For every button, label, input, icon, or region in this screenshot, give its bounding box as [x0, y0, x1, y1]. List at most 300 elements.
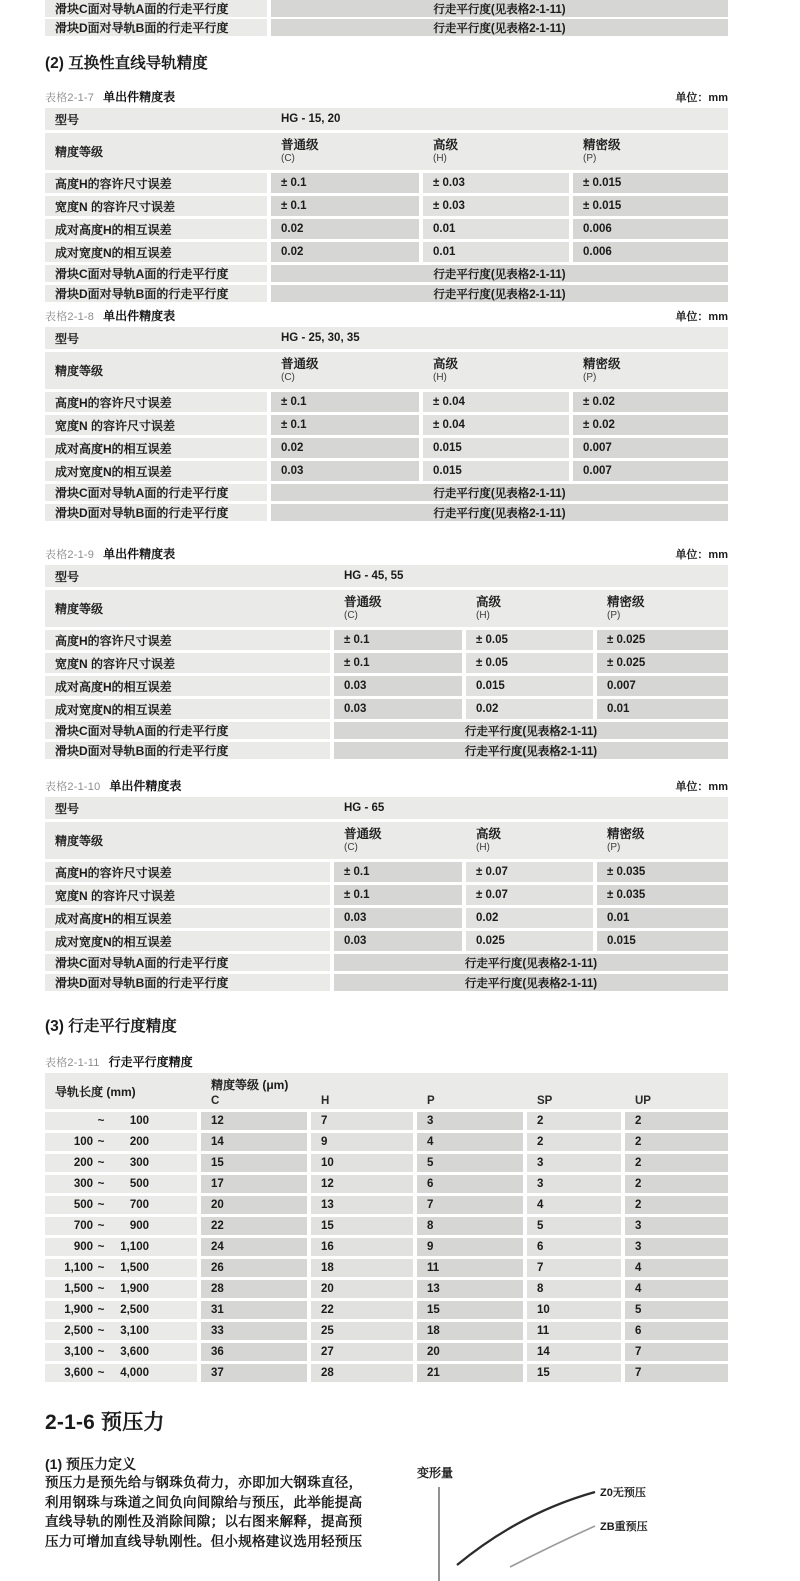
grade-value: 17 — [201, 1175, 307, 1193]
grade-value: 14 — [201, 1133, 307, 1151]
range-text — [55, 1115, 187, 1127]
row-label: 滑块D面对导轨B面的行走平行度 — [45, 742, 330, 759]
table-row — [45, 173, 728, 193]
table-caption-id: 表格2-1-9 — [45, 549, 95, 561]
table-row — [45, 461, 728, 481]
curve-z0-no-preload — [457, 1492, 595, 1565]
grade-value: 7 — [625, 1364, 728, 1382]
value-h: ± 0.03 — [423, 173, 569, 193]
value-h: 0.015 — [466, 676, 593, 696]
grade-value: 8 — [527, 1280, 621, 1298]
grade-name: 高级 — [433, 357, 459, 371]
table-row — [45, 327, 728, 349]
range-to: 3,100 — [120, 1325, 149, 1337]
value-p: ± 0.015 — [573, 173, 728, 193]
grade-code: (C) — [281, 153, 295, 164]
table-row — [45, 285, 728, 302]
range-from: 500 — [73, 1199, 93, 1211]
table-row — [45, 954, 728, 971]
grade-header — [271, 352, 419, 389]
range-to: 900 — [129, 1220, 149, 1232]
value-h: 0.025 — [466, 931, 593, 951]
range-from: 100 — [73, 1136, 93, 1148]
previous-table-tail — [45, 0, 728, 35]
grade-letter: H — [321, 1095, 330, 1107]
model-label: 型号 — [55, 801, 80, 816]
grade-value: 4 — [625, 1280, 728, 1298]
range-text — [55, 1136, 187, 1148]
table-row — [45, 1154, 728, 1172]
grade-name: 普通级 — [344, 595, 382, 609]
grade-value: 28 — [311, 1364, 413, 1382]
table-row — [45, 196, 728, 216]
grade-value: 12 — [201, 1112, 307, 1130]
table-row — [45, 265, 728, 282]
model-label: 型号 — [55, 331, 80, 346]
grade-value: 7 — [417, 1196, 523, 1214]
range-from: 900 — [73, 1241, 93, 1253]
rail-length-range — [45, 1364, 197, 1382]
row-value: 行走平行度(见表格2-1-11) — [271, 484, 728, 501]
range-text — [55, 1346, 187, 1358]
range-to: 1,500 — [120, 1262, 149, 1274]
table-row — [45, 242, 728, 262]
table-row — [45, 415, 728, 435]
range-separator: ~ — [97, 1325, 105, 1337]
grade-value: 7 — [311, 1112, 413, 1130]
grade-value: 4 — [527, 1196, 621, 1214]
row-label: 高度H的容许尺寸误差 — [45, 173, 267, 193]
grade-value: 2 — [527, 1133, 621, 1151]
grade-value: 2 — [625, 1154, 728, 1172]
rail-length-range — [45, 1259, 197, 1277]
range-from: 300 — [73, 1178, 93, 1190]
value-p: 0.01 — [597, 908, 728, 928]
rail-length-range — [45, 1154, 197, 1172]
value-h: 0.01 — [423, 242, 569, 262]
grade-value: 11 — [417, 1259, 523, 1277]
table-unit-label: 单位：mm — [675, 311, 728, 323]
value-p: ± 0.035 — [597, 885, 728, 905]
grade-code: (H) — [476, 610, 490, 621]
grade-value: 15 — [201, 1154, 307, 1172]
grade-value: 37 — [201, 1364, 307, 1382]
range-to: 300 — [129, 1157, 149, 1169]
value-p: 0.007 — [597, 676, 728, 696]
range-from: 2,500 — [64, 1325, 93, 1337]
row-value: 行走平行度(见表格2-1-11) — [271, 19, 728, 36]
table-row — [45, 862, 728, 882]
table-row — [45, 1112, 728, 1130]
range-separator: ~ — [97, 1346, 105, 1358]
range-separator: ~ — [97, 1157, 105, 1169]
precision-table-block — [45, 88, 728, 302]
row-label: 成对宽度N的相互误差 — [45, 699, 330, 719]
row-label: 高度H的容许尺寸误差 — [45, 862, 330, 882]
grade-value: 22 — [311, 1301, 413, 1319]
grade-value: 25 — [311, 1322, 413, 1340]
range-to: 4,000 — [120, 1367, 149, 1379]
model-label: 型号 — [55, 112, 80, 127]
grade-header — [573, 352, 728, 389]
grade-value: 5 — [417, 1154, 523, 1172]
grade-value: 3 — [527, 1154, 621, 1172]
table-caption-id: 表格2-1-11 — [45, 1057, 100, 1069]
row-label: 宽度N 的容许尺寸误差 — [45, 653, 330, 673]
range-text — [55, 1220, 187, 1232]
value-c: ± 0.1 — [271, 392, 419, 412]
grade-value: 21 — [417, 1364, 523, 1382]
model-value: HG - 25, 30, 35 — [281, 332, 360, 344]
grade-value: 20 — [311, 1280, 413, 1298]
table-row — [45, 1217, 728, 1235]
row-label: 滑块C面对导轨A面的行走平行度 — [45, 265, 267, 282]
grade-value: 20 — [417, 1343, 523, 1361]
row-value: 行走平行度(见表格2-1-11) — [271, 265, 728, 282]
parallelism-table-block — [45, 1053, 728, 1382]
range-from: 3,100 — [64, 1346, 93, 1358]
range-to: 3,600 — [120, 1346, 149, 1358]
grade-letter: UP — [635, 1095, 651, 1107]
value-h: 0.01 — [423, 219, 569, 239]
table-row — [45, 1238, 728, 1256]
grade-value: 5 — [625, 1301, 728, 1319]
table-row — [45, 352, 728, 389]
row-value: 行走平行度(见表格2-1-11) — [334, 974, 728, 991]
range-text — [55, 1367, 187, 1379]
value-p: 0.006 — [573, 242, 728, 262]
model-value: HG - 15, 20 — [281, 113, 341, 125]
table-caption-title: 行走平行度精度 — [108, 1055, 193, 1069]
row-label: 高度H的容许尺寸误差 — [45, 392, 267, 412]
row-label: 成对宽度N的相互误差 — [45, 242, 267, 262]
grade-value: 28 — [201, 1280, 307, 1298]
grade-code: (H) — [433, 153, 447, 164]
table-row — [45, 885, 728, 905]
range-from: 3,600 — [64, 1367, 93, 1379]
precision-table-block — [45, 545, 728, 759]
model-value: HG - 65 — [344, 802, 385, 814]
section-preload — [45, 1410, 728, 1551]
grade-value: 16 — [311, 1238, 413, 1256]
curve-label-z0: Z0无预压 — [600, 1487, 646, 1499]
grade-code: (P) — [607, 842, 621, 853]
grade-value: 2 — [625, 1175, 728, 1193]
row-label: 成对高度H的相互误差 — [45, 908, 330, 928]
length-column-header: 导轨长度 (mm) — [55, 1084, 136, 1099]
table-row — [45, 1175, 728, 1193]
range-text — [55, 1178, 187, 1190]
table-row — [45, 974, 728, 991]
grade-letter-row — [201, 1095, 728, 1107]
table-row — [45, 565, 728, 587]
grade-value: 15 — [417, 1301, 523, 1319]
value-c: ± 0.1 — [271, 196, 419, 216]
range-to: 1,100 — [120, 1241, 149, 1253]
range-text — [55, 1283, 187, 1295]
table-caption-id: 表格2-1-7 — [45, 92, 95, 104]
range-separator: ~ — [97, 1178, 105, 1190]
value-h: ± 0.05 — [466, 653, 593, 673]
grade-value: 9 — [311, 1133, 413, 1151]
value-p: 0.006 — [573, 219, 728, 239]
table-row — [45, 722, 728, 739]
paragraph-line: 预压力是预先给与钢珠负荷力，亦即加大钢珠直径， — [45, 1475, 363, 1490]
grade-value: 3 — [417, 1112, 523, 1130]
rail-length-range — [45, 1196, 197, 1214]
value-c: ± 0.1 — [334, 885, 462, 905]
table-unit-label: 单位：mm — [675, 92, 728, 104]
grade-name: 精密级 — [583, 357, 621, 371]
value-p: 0.01 — [597, 699, 728, 719]
grade-header — [573, 133, 728, 170]
table-caption — [45, 545, 728, 562]
grade-value: 31 — [201, 1301, 307, 1319]
value-c: 0.02 — [271, 438, 419, 458]
grade-value: 2 — [625, 1112, 728, 1130]
row-value: 行走平行度(见表格2-1-11) — [271, 285, 728, 302]
table-row — [45, 1322, 728, 1340]
table-row — [45, 1364, 728, 1382]
row-value: 行走平行度(见表格2-1-11) — [271, 0, 728, 17]
table-row — [45, 699, 728, 719]
table-row — [45, 630, 728, 650]
grade-header — [423, 352, 569, 389]
table-caption-id: 表格2-1-8 — [45, 311, 95, 323]
value-p: ± 0.02 — [573, 392, 728, 412]
range-to: 1,900 — [120, 1283, 149, 1295]
table-row — [45, 931, 728, 951]
range-text — [55, 1199, 187, 1211]
grade-name: 高级 — [433, 138, 459, 152]
grade-header-label: 精度等级 (μm) — [211, 1078, 289, 1092]
table-row — [45, 392, 728, 412]
table-row — [45, 1196, 728, 1214]
grade-name: 高级 — [476, 595, 502, 609]
grade-value: 2 — [625, 1196, 728, 1214]
value-c: ± 0.1 — [334, 653, 462, 673]
grade-value: 15 — [311, 1217, 413, 1235]
grade-row-label: 精度等级 — [55, 602, 104, 616]
range-from: 1,900 — [64, 1304, 93, 1316]
table-row — [45, 504, 728, 521]
row-label: 成对高度H的相互误差 — [45, 676, 330, 696]
value-c: 0.03 — [334, 699, 462, 719]
rail-length-range — [45, 1238, 197, 1256]
grade-value: 3 — [625, 1238, 728, 1256]
model-value: HG - 45, 55 — [344, 570, 404, 582]
value-h: ± 0.04 — [423, 392, 569, 412]
row-label: 滑块D面对导轨B面的行走平行度 — [45, 19, 267, 36]
row-label: 滑块D面对导轨B面的行走平行度 — [45, 504, 267, 521]
range-separator: ~ — [97, 1283, 105, 1295]
table-row — [45, 1301, 728, 1319]
table-caption — [45, 1053, 728, 1070]
grade-code: (H) — [433, 372, 447, 383]
row-label: 成对宽度N的相互误差 — [45, 461, 267, 481]
grade-header — [423, 133, 569, 170]
grade-value: 18 — [311, 1259, 413, 1277]
range-to: 500 — [129, 1178, 149, 1190]
row-label: 滑块D面对导轨B面的行走平行度 — [45, 285, 267, 302]
table-row — [45, 797, 728, 819]
section-heading-running-parallelism: (3) 行走平行度精度 — [45, 1018, 177, 1035]
precision-tables-container — [45, 88, 728, 991]
table-row — [45, 676, 728, 696]
table-row — [45, 822, 728, 859]
grade-value: 7 — [527, 1259, 621, 1277]
grade-value: 4 — [625, 1259, 728, 1277]
value-h: 0.02 — [466, 699, 593, 719]
table-unit-label: 单位：mm — [675, 781, 728, 793]
range-to: 700 — [129, 1199, 149, 1211]
value-c: ± 0.1 — [271, 415, 419, 435]
table-caption — [45, 777, 728, 794]
row-label: 滑块C面对导轨A面的行走平行度 — [45, 954, 330, 971]
grade-name: 精密级 — [583, 138, 621, 152]
value-c: ± 0.1 — [271, 173, 419, 193]
rail-length-range — [45, 1280, 197, 1298]
grade-code: (C) — [344, 842, 358, 853]
value-c: ± 0.1 — [334, 630, 462, 650]
grade-code: (P) — [583, 372, 597, 383]
table-row — [45, 653, 728, 673]
row-label: 宽度N 的容许尺寸误差 — [45, 885, 330, 905]
range-separator: ~ — [97, 1220, 105, 1232]
range-from — [55, 1115, 93, 1127]
grade-header — [271, 133, 419, 170]
value-c: 0.03 — [334, 931, 462, 951]
value-p: ± 0.025 — [597, 653, 728, 673]
table-caption-title: 单出件精度表 — [103, 309, 176, 323]
table-row — [45, 484, 728, 501]
value-h: ± 0.07 — [466, 885, 593, 905]
rail-length-range — [45, 1217, 197, 1235]
row-label: 滑块C面对导轨A面的行走平行度 — [45, 722, 330, 739]
grade-value: 18 — [417, 1322, 523, 1340]
row-value: 行走平行度(见表格2-1-11) — [334, 722, 728, 739]
table-caption-id: 表格2-1-10 — [45, 781, 101, 793]
row-value: 行走平行度(见表格2-1-11) — [334, 742, 728, 759]
grade-code: (C) — [281, 372, 295, 383]
range-text — [55, 1157, 187, 1169]
range-separator: ~ — [97, 1304, 105, 1316]
grade-value: 22 — [201, 1217, 307, 1235]
grade-value: 13 — [417, 1280, 523, 1298]
grade-code: (P) — [583, 153, 597, 164]
value-c: 0.03 — [271, 461, 419, 481]
range-separator: ~ — [97, 1367, 105, 1379]
rail-length-range — [45, 1133, 197, 1151]
range-separator: ~ — [97, 1115, 105, 1127]
range-from: 1,500 — [64, 1283, 93, 1295]
row-label: 滑块C面对导轨A面的行走平行度 — [45, 484, 267, 501]
value-h: ± 0.04 — [423, 415, 569, 435]
paragraph-line: 压力可增加直线导轨刚性。但小规格建议选用轻预压 — [45, 1533, 363, 1549]
grade-value: 3 — [625, 1217, 728, 1235]
table-row — [45, 108, 728, 130]
value-c: 0.02 — [271, 242, 419, 262]
row-label: 滑块C面对导轨A面的行走平行度 — [45, 0, 267, 17]
range-from: 700 — [73, 1220, 93, 1232]
grade-value: 11 — [527, 1322, 621, 1340]
range-text — [55, 1304, 187, 1316]
value-c: 0.02 — [271, 219, 419, 239]
grade-header — [466, 822, 593, 859]
value-p: 0.007 — [573, 438, 728, 458]
grade-value: 10 — [311, 1154, 413, 1172]
grade-value: 7 — [625, 1343, 728, 1361]
row-label: 成对宽度N的相互误差 — [45, 931, 330, 951]
paragraph-line: 直线导轨的刚性及消除间隙；以右图来解释，提高预 — [45, 1514, 363, 1529]
grade-header — [334, 822, 462, 859]
value-h: ± 0.03 — [423, 196, 569, 216]
table-row — [45, 742, 728, 759]
section-heading-preload: 2-1-6 预压力 — [45, 1411, 165, 1434]
row-label: 宽度N 的容许尺寸误差 — [45, 415, 267, 435]
row-label: 成对高度H的相互误差 — [45, 438, 267, 458]
rail-length-range — [45, 1343, 197, 1361]
grade-name: 精密级 — [607, 827, 645, 841]
table-caption-title: 单出件精度表 — [103, 90, 176, 104]
grade-letter: SP — [537, 1095, 553, 1107]
preload-body — [45, 1455, 728, 1551]
parallelism-table-header — [45, 1073, 728, 1109]
grade-header — [466, 590, 593, 627]
value-h: 0.02 — [466, 908, 593, 928]
range-from: 1,100 — [64, 1262, 93, 1274]
rail-length-range — [45, 1112, 197, 1130]
row-label: 宽度N 的容许尺寸误差 — [45, 196, 267, 216]
value-c: 0.03 — [334, 908, 462, 928]
value-p: ± 0.035 — [597, 862, 728, 882]
range-from: 200 — [73, 1157, 93, 1169]
row-value: 行走平行度(见表格2-1-11) — [334, 954, 728, 971]
grade-row-label: 精度等级 — [55, 364, 104, 378]
grade-name: 普通级 — [281, 357, 319, 371]
table-unit-label: 单位：mm — [675, 549, 728, 561]
table-caption-title: 单出件精度表 — [109, 779, 182, 793]
grade-value: 14 — [527, 1343, 621, 1361]
row-label: 滑块D面对导轨B面的行走平行度 — [45, 974, 330, 991]
table-caption — [45, 307, 728, 324]
table-row — [45, 219, 728, 239]
curve-zb-heavy-preload — [510, 1526, 595, 1567]
grade-value: 10 — [527, 1301, 621, 1319]
section-heading-interchangeable-precision: (2) 互换性直线导轨精度 — [45, 55, 208, 72]
grade-value: 8 — [417, 1217, 523, 1235]
grade-value: 6 — [625, 1322, 728, 1340]
value-h: ± 0.07 — [466, 862, 593, 882]
grade-value: 6 — [417, 1175, 523, 1193]
row-value: 行走平行度(见表格2-1-11) — [271, 504, 728, 521]
grade-value: 3 — [527, 1175, 621, 1193]
grade-name: 精密级 — [607, 595, 645, 609]
table-row — [45, 1343, 728, 1361]
range-text — [55, 1325, 187, 1337]
range-text — [55, 1262, 187, 1274]
value-h: ± 0.05 — [466, 630, 593, 650]
precision-table-block — [45, 307, 728, 521]
value-p: 0.007 — [573, 461, 728, 481]
grade-value: 20 — [201, 1196, 307, 1214]
parallelism-table-rows — [45, 1112, 728, 1382]
grade-code: (H) — [476, 842, 490, 853]
grade-header — [597, 590, 728, 627]
value-p: ± 0.025 — [597, 630, 728, 650]
grade-value: 27 — [311, 1343, 413, 1361]
value-p: ± 0.02 — [573, 415, 728, 435]
